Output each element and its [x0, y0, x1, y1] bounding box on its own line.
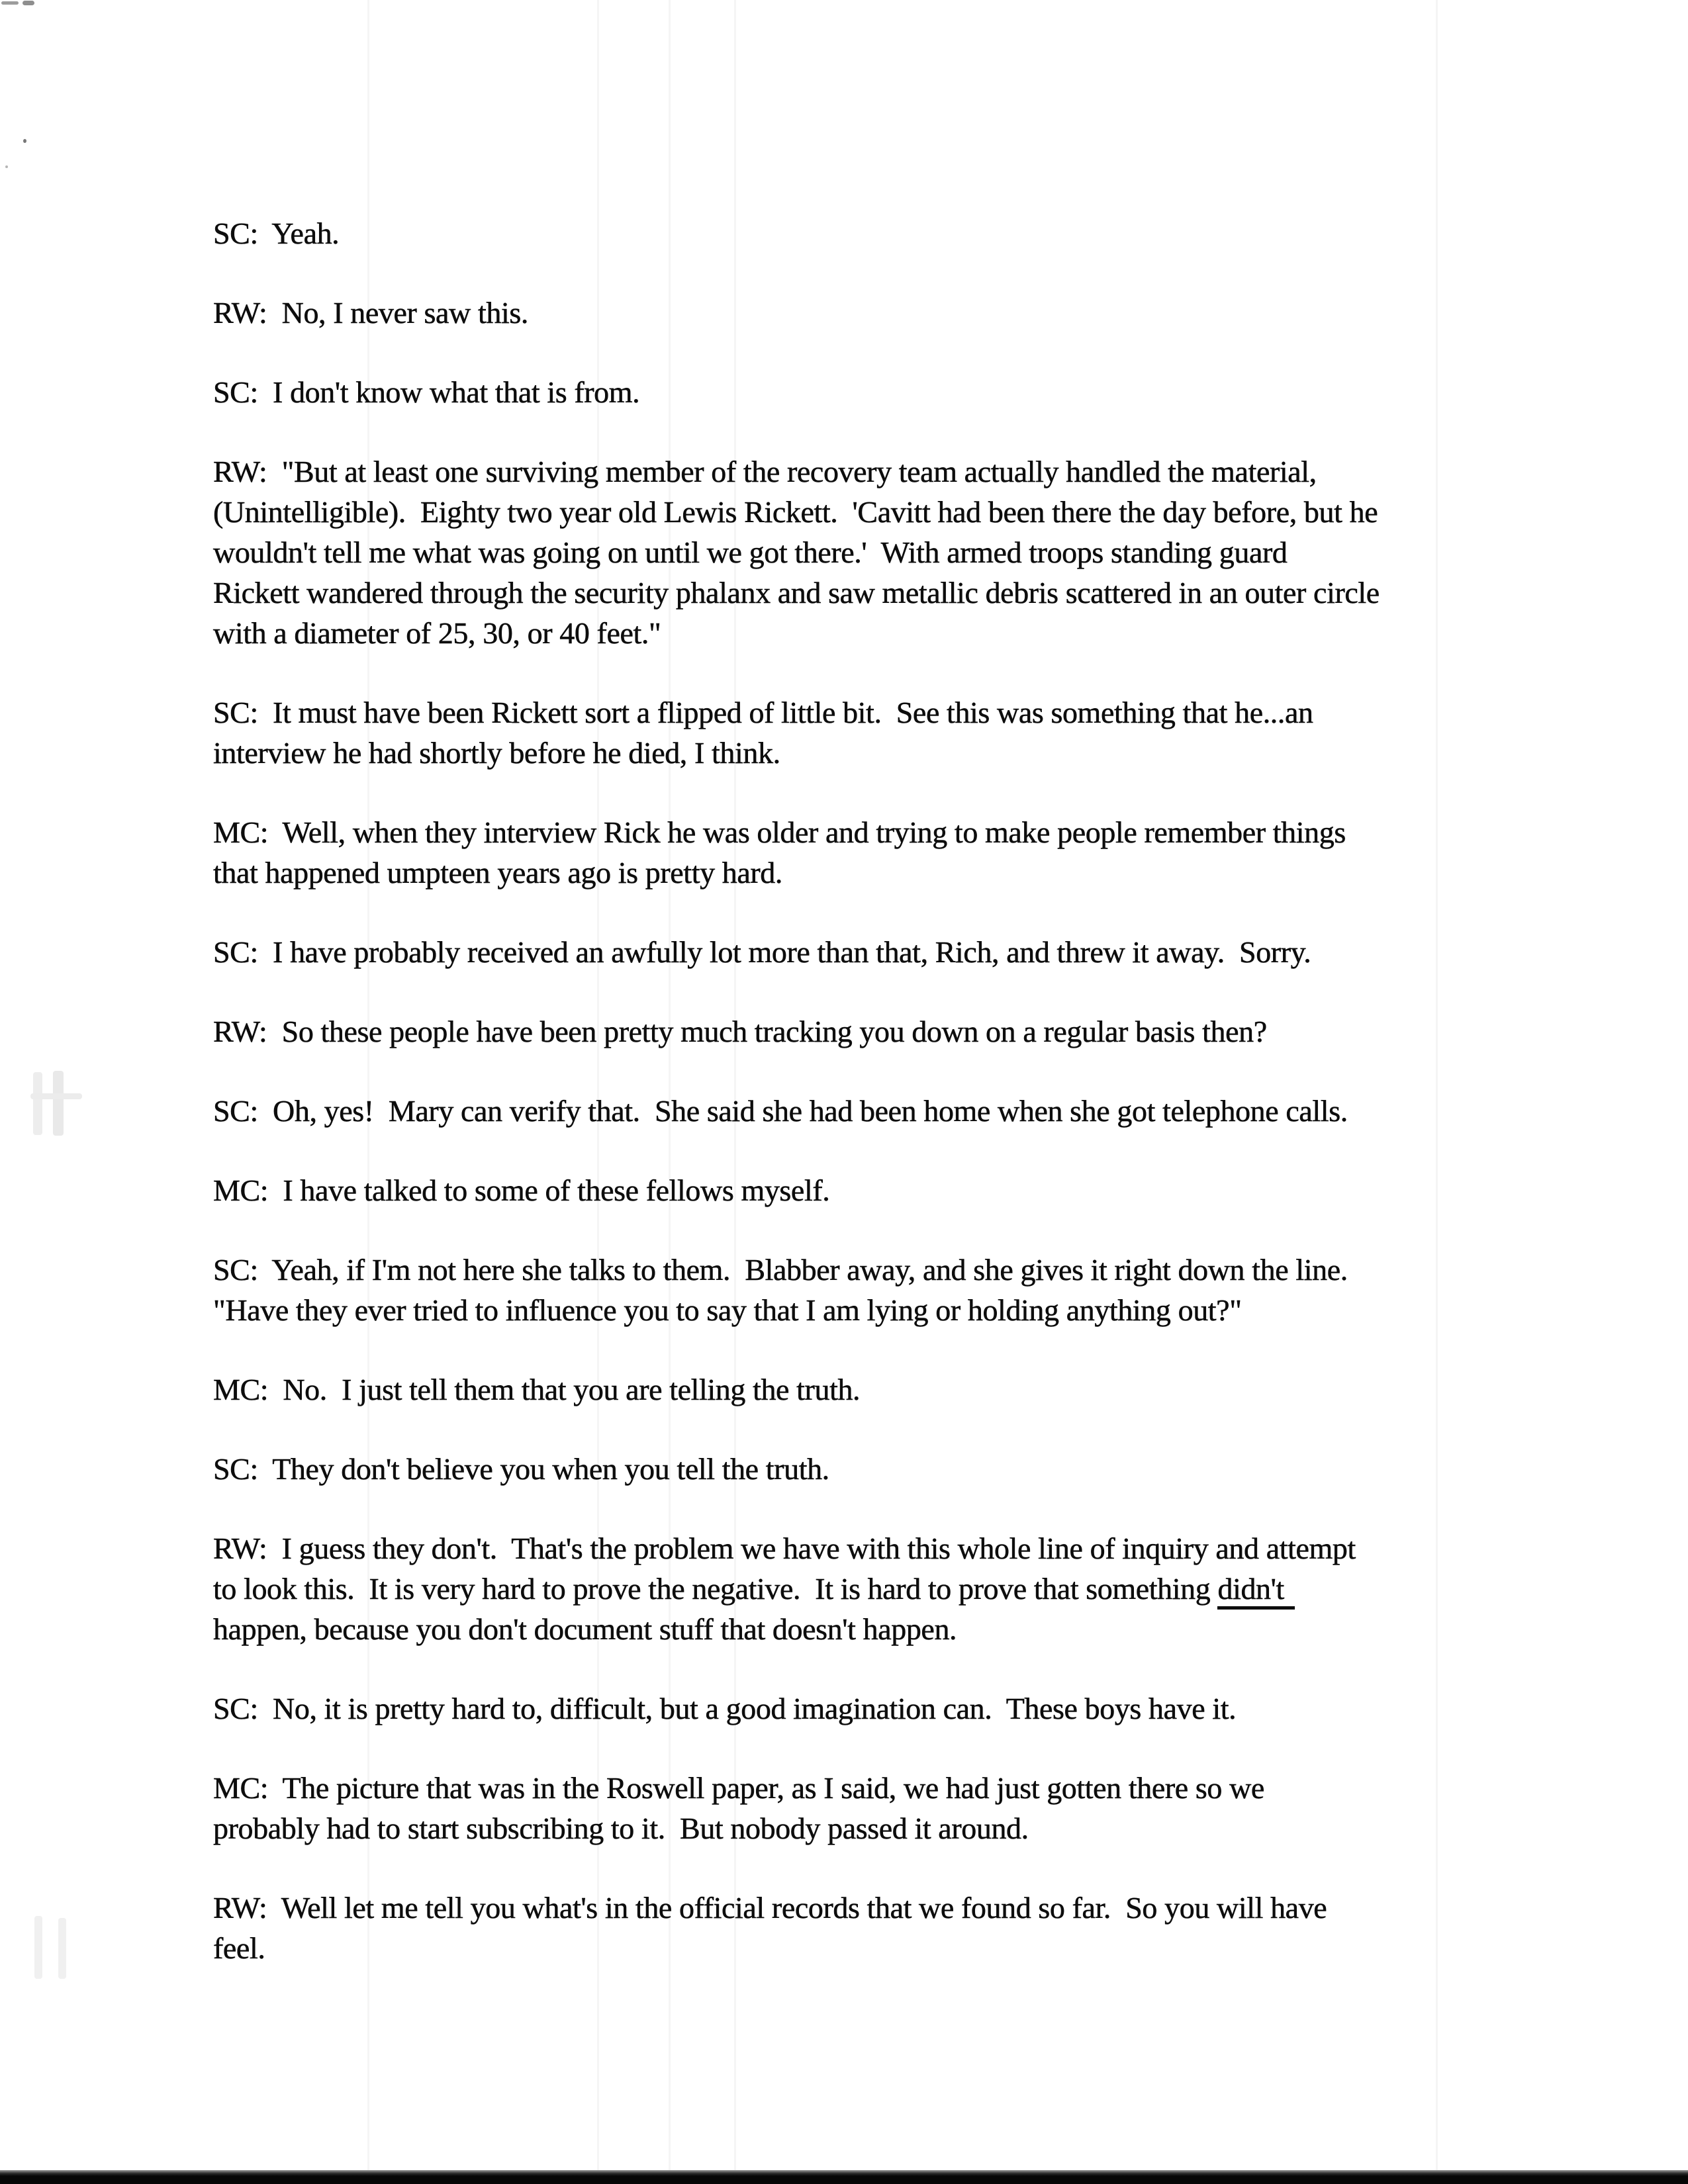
paragraph-first-line: SC: I don't know what that is from. [213, 375, 640, 409]
transcript-paragraph-sc [213, 1250, 1564, 1330]
transcript-paragraph-sc [213, 372, 1564, 412]
paragraph-first-line: SC: Oh, yes! Mary can verify that. She said she had been home when she got telephone calls. [213, 1094, 1348, 1128]
underlined-word: didn't [1217, 1572, 1294, 1610]
transcript-paragraph-rw [213, 293, 1564, 333]
transcript-paragraph-mc [213, 812, 1564, 893]
paragraph-first-line: MC: The picture that was in the Roswell paper, as I said, we had just gotten there so we [213, 1771, 1264, 1805]
paragraph-first-line: RW: No, I never saw this. [213, 296, 528, 330]
transcript-paragraph-sc [213, 932, 1564, 972]
transcript-paragraph-sc [213, 692, 1564, 773]
paragraph-first-line: RW: I guess they don't. That's the problem we have with this whole line of inquiry and attempt [213, 1531, 1356, 1565]
transcript-paragraph-sc [213, 1688, 1564, 1729]
paragraph-first-line: SC: It must have been Rickett sort a flipped of little bit. See this was something that he...an [213, 696, 1313, 729]
transcript-paragraph-sc [213, 1091, 1564, 1131]
paragraph-first-line: SC: Yeah, if I'm not here she talks to them. Blabber away, and she gives it right down the line. [213, 1253, 1348, 1287]
paragraph-wrap-line: wouldn't tell me what was going on until we got there.' With armed troops standing guard [213, 535, 1288, 569]
paragraph-first-line: MC: Well, when they interview Rick he was older and trying to make people remember things [213, 815, 1346, 849]
paragraph-wrap-line: (Unintelligible). Eighty two year old Lewis Rickett. 'Cavitt had been there the day before, but he [213, 495, 1378, 529]
paragraph-first-line: SC: No, it is pretty hard to, difficult, but a good imagination can. These boys have it. [213, 1692, 1237, 1725]
transcript-paragraph-rw [213, 1528, 1564, 1649]
transcript-paragraph-rw [213, 1888, 1564, 1968]
paragraph-first-line: RW: So these people have been pretty much tracking you down on a regular basis then? [213, 1015, 1267, 1048]
paragraph-wrap-line: probably had to start subscribing to it. But nobody passed it around. [213, 1811, 1029, 1845]
transcript-paragraph-sc [213, 213, 1564, 253]
paragraph-first-line: RW: Well let me tell you what's in the official records that we found so far. So you will have [213, 1891, 1327, 1925]
paragraph-wrap-line: happen, because you don't document stuff that doesn't happen. [213, 1612, 957, 1646]
toner-speck [1, 1, 19, 5]
toner-speck [23, 139, 26, 143]
transcript-paragraph-mc [213, 1369, 1564, 1410]
paragraph-first-line: RW: "But at least one surviving member of the recovery team actually handled the material, [213, 455, 1317, 488]
photocopy-smudge [33, 1072, 42, 1135]
photocopy-smudge [34, 1916, 42, 1979]
toner-speck [23, 1, 34, 5]
transcript-paragraph-rw [213, 451, 1564, 653]
transcript-paragraph-mc [213, 1768, 1564, 1848]
paragraph-wrap-line: feel. [213, 1931, 265, 1965]
transcript-paragraph-sc [213, 1449, 1564, 1489]
paragraph-first-line: SC: I have probably received an awfully lot more than that, Rich, and threw it away. Sorry. [213, 935, 1311, 969]
paragraph-wrap-line: that happened umpteen years ago is pretty hard. [213, 856, 783, 889]
photocopy-smudge [30, 1093, 82, 1099]
paragraph-first-line: SC: They don't believe you when you tell the truth. [213, 1452, 829, 1486]
paragraph-wrap-line: to look this. It is very hard to prove the negative. It is hard to prove that something didn't [213, 1569, 1564, 1609]
toner-speck [5, 165, 8, 168]
transcript-paragraph-rw [213, 1011, 1564, 1052]
scan-edge-bar [0, 2170, 1688, 2184]
photocopy-smudge [58, 1918, 66, 1979]
photocopy-smudge [53, 1071, 64, 1136]
transcript [213, 213, 1564, 2007]
paragraph-first-line: SC: Yeah. [213, 216, 340, 250]
paragraph-wrap-line: "Have they ever tried to influence you to say that I am lying or holding anything out?" [213, 1293, 1242, 1327]
paragraph-wrap-line: Rickett wandered through the security phalanx and saw metallic debris scattered in an outer circle [213, 576, 1380, 610]
paragraph-wrap-line: with a diameter of 25, 30, or 40 feet." [213, 616, 661, 650]
paragraph-wrap-line: interview he had shortly before he died, I think. [213, 736, 780, 770]
paragraph-first-line: MC: I have talked to some of these fellows myself. [213, 1173, 830, 1207]
transcript-paragraph-mc [213, 1170, 1564, 1210]
paragraph-first-line: MC: No. I just tell them that you are telling the truth. [213, 1373, 861, 1406]
